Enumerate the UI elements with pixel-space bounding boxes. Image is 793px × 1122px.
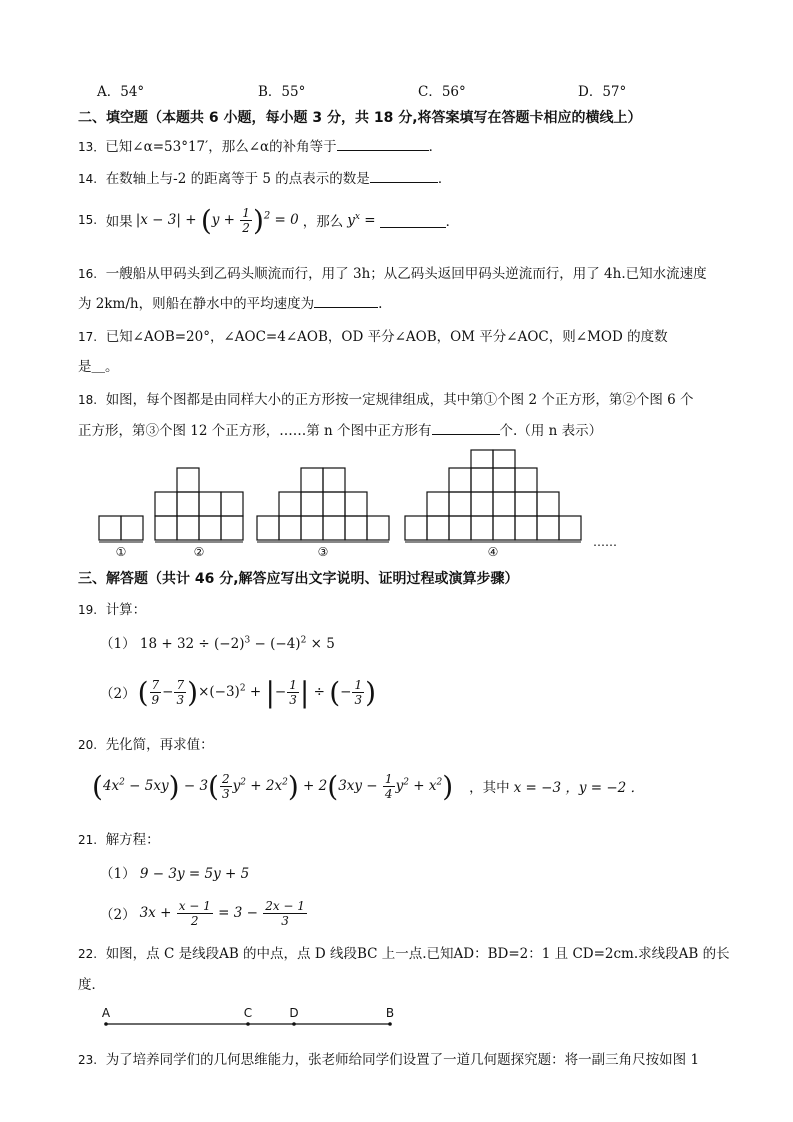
- q13-number: 13．: [78, 140, 106, 154]
- q19-text: 计算：: [105, 602, 147, 618]
- q22-number: 22.: [78, 947, 98, 961]
- q14-text: 在数轴上与-2 的距离等于 5 的点表示的数是: [105, 171, 370, 187]
- q21-p2-equation: 3x + $\frac{x - 1}{2}$ = 3 − $\frac{2x - 1}{3}$: [139, 898, 305, 928]
- q19-p2-expression: ( $\frac{7}{9}$ − $\frac{7}{3}$ )$\times(-3)^2$ + |− $\frac{1}{3}$ | ÷ (− $\frac{1}{3}$ ): [137, 675, 377, 709]
- segment-figure: [96, 1002, 406, 1030]
- squares-pattern-figure: [95, 446, 635, 558]
- q15-end: ．: [445, 214, 460, 230]
- q15-text-b: ，那么: [302, 214, 344, 230]
- figure-2-squares: [155, 468, 243, 540]
- option-d: D．57°: [578, 84, 627, 100]
- section-3-heading: 三、解答题（共计 46 分,解答应写出文字说明、证明过程或演算步骤）: [78, 571, 519, 587]
- q18-answer-blank[interactable]: [432, 420, 500, 435]
- question-13: [78, 135, 442, 155]
- point-a-label: A: [101, 1006, 111, 1020]
- q14-number: 14.: [78, 172, 98, 186]
- q14-end: ．: [437, 171, 452, 187]
- option-b: B．55°: [258, 84, 306, 100]
- q19-part-1: [100, 632, 335, 652]
- q22-line1: 如图，点 C 是线段AB 的中点，点 D 线段BC 上一点.已知AD：BD=2：1 且 CD=2cm.求线段AB 的长: [105, 946, 730, 962]
- q18-line2b: 个.（用 n 表示）: [499, 423, 603, 439]
- figure-label-2: ②: [193, 545, 205, 558]
- q16-number: 16.: [78, 267, 98, 281]
- q20-number: 20.: [78, 738, 98, 752]
- q15-yx: $y^x$ =: [347, 211, 376, 229]
- option-a: A．54°: [97, 84, 145, 100]
- q16-line2: 为 2km/h，则船在静水中的平均速度为: [78, 296, 315, 312]
- point-b-label: B: [385, 1006, 395, 1020]
- figure-1-squares: [99, 516, 143, 540]
- q20-expression: $(4x^2 - 5xy) - 3$( $\frac{2}{3}$ $y^2 + 2x^2) + 2(3xy$ − $\frac{1}{4}$ $y^2 + x^2$): [92, 769, 454, 803]
- q20-condition-text: ，其中: [469, 780, 510, 796]
- question-20: [78, 733, 214, 753]
- question-22-line2: 度．: [78, 977, 105, 993]
- question-23-line1: [78, 1048, 699, 1068]
- question-22-line1: [78, 942, 730, 962]
- question-21: [78, 828, 160, 848]
- point-c-label: C: [243, 1006, 253, 1020]
- q21-p1-equation: 9 − 3y = 5y + 5: [139, 866, 250, 882]
- q16-answer-blank[interactable]: [314, 293, 378, 308]
- question-15: [78, 198, 459, 242]
- q21-p2-label: （2）: [100, 907, 136, 923]
- q15-expression: |x − 3| + (y + $\frac{1}{2}$ )$^2$ = 0: [135, 203, 299, 237]
- q14-answer-blank[interactable]: [370, 168, 438, 183]
- q21-part-2: [100, 894, 308, 932]
- question-18-line2: [78, 419, 602, 439]
- q20-values: x = −3 ，y = −2 ．: [513, 780, 645, 796]
- question-16-line1: [78, 262, 707, 282]
- q19-part-2: [100, 672, 376, 712]
- question-16-line2: [78, 292, 382, 312]
- q21-number: 21.: [78, 833, 98, 847]
- q18-line1: 如图，每个图都是由同样大小的正方形按一定规律组成，其中第①个图 2 个正方形，第②个图 6 个: [105, 392, 694, 408]
- q16-end: .: [378, 296, 383, 312]
- q15-number: 15.: [78, 213, 98, 227]
- q17-number: 17.: [78, 330, 98, 344]
- q17-line1: 已知∠AOB=20°，∠AOC=4∠AOB，OD 平分∠AOB，OM 平分∠AOC，则∠MOD 的度数: [105, 329, 668, 345]
- figure-3-squares: [257, 468, 389, 540]
- question-14: [78, 167, 451, 187]
- q13-text: 已知∠α=53°17′，那么∠α的补角等于: [105, 139, 337, 155]
- figure-label-4: ④: [487, 545, 499, 558]
- q18-line2a: 正方形，第③个图 12 个正方形，……第 n 个图中正方形有: [78, 423, 432, 439]
- q16-line1: 一艘船从甲码头到乙码头顺流而行，用了 3h；从乙码头返回甲码头逆流而行，用了 4h.已知水流速度: [105, 266, 707, 282]
- q21-part-1: [100, 862, 249, 882]
- question-17-line1: [78, 325, 668, 345]
- q15-text-a: 如果: [105, 214, 133, 230]
- q21-p1-label: （1）: [100, 866, 136, 882]
- q19-number: 19.: [78, 603, 98, 617]
- q18-number: 18.: [78, 393, 98, 407]
- option-c: C．56°: [418, 84, 466, 100]
- q20-text: 先化简，再求值：: [105, 737, 214, 753]
- q20-expression-row: [92, 764, 644, 808]
- q13-answer-blank[interactable]: [337, 136, 429, 151]
- question-19: [78, 598, 146, 618]
- q19-p1-label: （1）: [100, 636, 136, 652]
- q23-number: 23.: [78, 1053, 98, 1067]
- q19-p2-label: （2）: [100, 686, 136, 702]
- figure-label-1: ①: [115, 545, 127, 558]
- q23-line1: 为了培养同学们的几何思维能力，张老师给同学们设置了一道几何题探究题：将一副三角尺按如图 1: [105, 1052, 700, 1068]
- question-18-line1: [78, 388, 694, 408]
- q15-answer-blank[interactable]: [380, 213, 446, 228]
- question-17-line2: 是＿。: [78, 359, 119, 375]
- point-d-label: D: [289, 1006, 299, 1020]
- figure-label-3: ③: [317, 545, 329, 558]
- figure-ellipsis: ……: [593, 535, 617, 549]
- q21-text: 解方程：: [105, 832, 160, 848]
- q13-end: ．: [428, 139, 443, 155]
- figure-4-squares: [405, 450, 581, 540]
- section-2-heading: 二、填空题（本题共 6 小题，每小题 3 分，共 18 分,将答案填写在答题卡相应的横线上）: [78, 110, 642, 126]
- q19-p1-expression: $18 + 32 \div (-2)^3 - (-4)^2 \times 5$: [139, 635, 335, 652]
